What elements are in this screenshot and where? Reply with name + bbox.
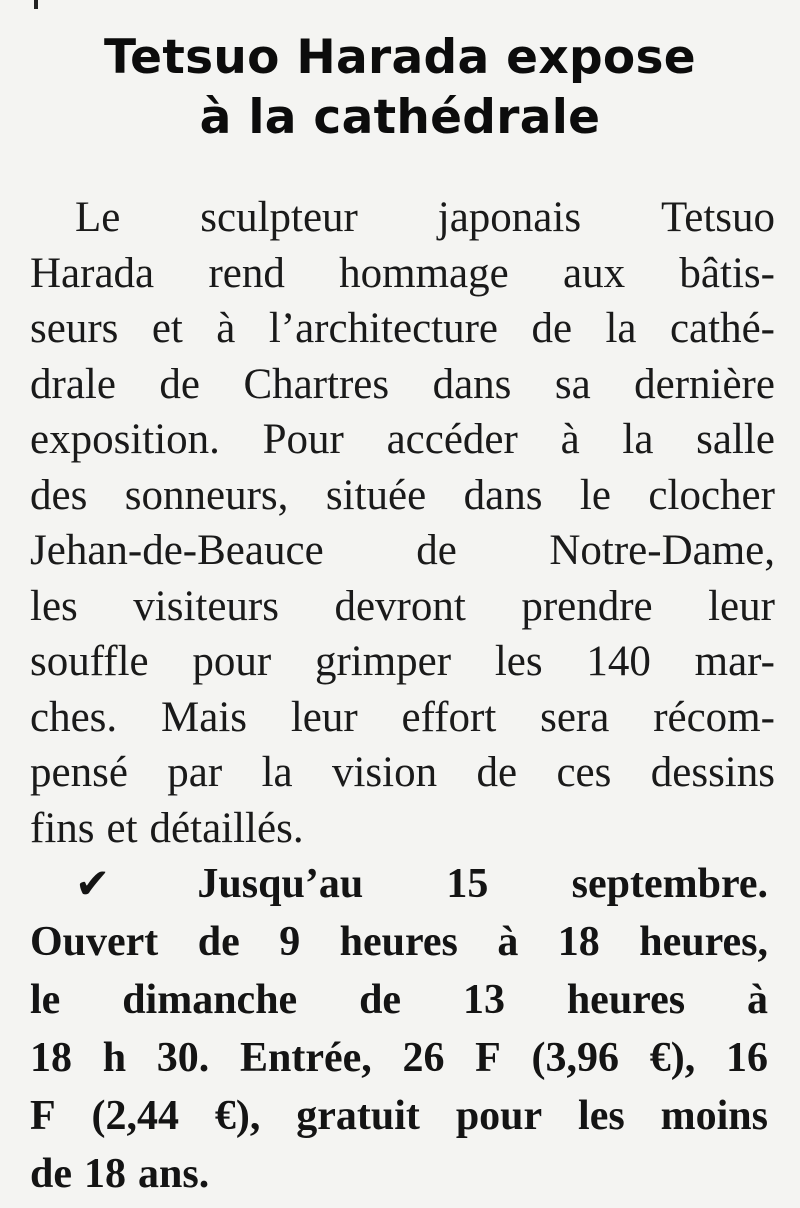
word: fins — [30, 804, 95, 852]
word: Harada — [30, 249, 155, 297]
word: grimper — [314, 638, 452, 685]
word: sonneurs, — [124, 471, 289, 519]
info-line — [30, 971, 768, 1029]
word: la — [605, 305, 637, 352]
word: de — [359, 977, 402, 1023]
body-line — [30, 412, 775, 468]
word: à — [560, 416, 580, 463]
word: des — [30, 471, 88, 519]
headline-line-2: à la cathédrale — [199, 90, 601, 145]
word: leur — [708, 582, 775, 630]
word: de — [531, 305, 573, 352]
info-line — [30, 1029, 768, 1087]
word: les — [578, 1093, 625, 1139]
word: dans — [463, 471, 543, 519]
word: les — [494, 638, 543, 685]
word: F — [30, 1093, 56, 1139]
body-line — [30, 579, 775, 635]
word: rend — [208, 249, 285, 297]
word: de — [30, 1151, 72, 1197]
word: mar- — [694, 638, 775, 685]
word: moins — [660, 1093, 768, 1139]
word: de — [159, 360, 200, 408]
word: gratuit — [296, 1093, 420, 1139]
column-rule-mark — [34, 0, 38, 9]
word: 13 — [462, 977, 505, 1023]
word: bâtis- — [679, 249, 775, 297]
word: Notre-Dame, — [549, 527, 775, 574]
word: Pour — [262, 416, 344, 463]
body-line — [30, 523, 775, 579]
word: 9 — [279, 919, 301, 965]
info-line — [30, 913, 768, 971]
word: sa — [554, 360, 591, 408]
body-line — [30, 801, 775, 857]
word: F — [475, 1035, 501, 1081]
word: dans — [432, 360, 512, 408]
word: prendre — [521, 582, 653, 630]
word: sculpteur — [200, 194, 358, 241]
word: récom- — [653, 693, 775, 741]
word: exposition. — [30, 416, 220, 463]
word: à — [216, 305, 236, 352]
word: de — [416, 527, 457, 574]
body-line — [30, 190, 775, 246]
word: 16 — [725, 1035, 768, 1081]
word: devront — [334, 582, 466, 630]
word: ches. — [30, 693, 118, 741]
info-line — [30, 1087, 768, 1145]
word: Ouvert — [30, 919, 159, 965]
word: 18 — [84, 1151, 126, 1197]
word: heures — [566, 977, 686, 1023]
word: sera — [540, 693, 610, 741]
word: Le — [75, 194, 121, 241]
word: située — [325, 471, 427, 519]
word: Jehan-de-Beauce — [30, 527, 324, 574]
word: dimanche — [122, 977, 298, 1023]
word: salle — [696, 416, 775, 463]
word: à — [497, 919, 519, 965]
word: ans. — [138, 1151, 210, 1197]
body-line — [30, 634, 775, 690]
word: heures, — [639, 919, 768, 965]
word: effort — [401, 693, 497, 741]
word: le — [579, 471, 611, 519]
word: aux — [563, 249, 626, 297]
word: Mais — [161, 693, 247, 741]
word: 18 — [30, 1035, 72, 1081]
word: drale — [30, 360, 116, 408]
word: ces — [556, 749, 612, 796]
word: et — [106, 804, 138, 852]
word: 18 — [557, 919, 600, 965]
checkmark-icon: ✔ — [75, 859, 111, 908]
word: l’architecture — [268, 305, 499, 352]
word: et — [151, 305, 183, 352]
word: les — [30, 582, 78, 630]
word: pensé — [30, 749, 128, 796]
word: détaillés. — [149, 804, 304, 852]
word: (2,44 — [91, 1093, 180, 1139]
word: Entrée, — [239, 1035, 372, 1081]
word: 15 — [446, 861, 489, 907]
word: à — [746, 977, 768, 1023]
body-line — [30, 357, 775, 413]
word: septembre. — [571, 861, 768, 907]
article-body — [30, 190, 775, 856]
word: cathé- — [669, 305, 775, 352]
word: pour — [192, 638, 272, 685]
info-line — [30, 1145, 768, 1203]
word: leur — [290, 693, 358, 741]
word: Jusqu’au — [197, 861, 364, 907]
word: dessins — [650, 749, 775, 796]
word: japonais — [437, 194, 582, 241]
body-line — [30, 468, 775, 524]
info-line — [30, 855, 768, 913]
word: 30. — [156, 1035, 210, 1081]
word: 140 — [586, 638, 651, 685]
word: Tetsuo — [660, 194, 775, 241]
word: la — [261, 749, 293, 796]
headline-line-1: Tetsuo Harada expose — [104, 30, 696, 85]
word: clocher — [648, 471, 775, 519]
word: pour — [455, 1093, 543, 1139]
word: dernière — [634, 360, 775, 408]
word: Chartres — [243, 360, 390, 408]
body-line — [30, 301, 775, 357]
word: de — [476, 749, 518, 796]
word: accéder — [386, 416, 518, 463]
word: par — [167, 749, 223, 796]
word: souffle — [30, 638, 149, 685]
word: hommage — [339, 249, 509, 297]
word: h — [102, 1035, 127, 1081]
headline — [0, 28, 800, 148]
body-line — [30, 246, 775, 302]
word: heures — [339, 919, 458, 965]
word: la — [622, 416, 654, 463]
word: 26 — [402, 1035, 445, 1081]
body-line — [30, 690, 775, 746]
word: €), — [649, 1035, 696, 1081]
word: de — [197, 919, 240, 965]
body-line — [30, 745, 775, 801]
practical-info — [30, 855, 768, 1203]
word: vision — [331, 749, 438, 796]
word: visiteurs — [133, 582, 279, 630]
word: (3,96 — [531, 1035, 620, 1081]
word: le — [30, 977, 61, 1023]
word: €), — [214, 1093, 261, 1139]
word: seurs — [30, 305, 119, 352]
